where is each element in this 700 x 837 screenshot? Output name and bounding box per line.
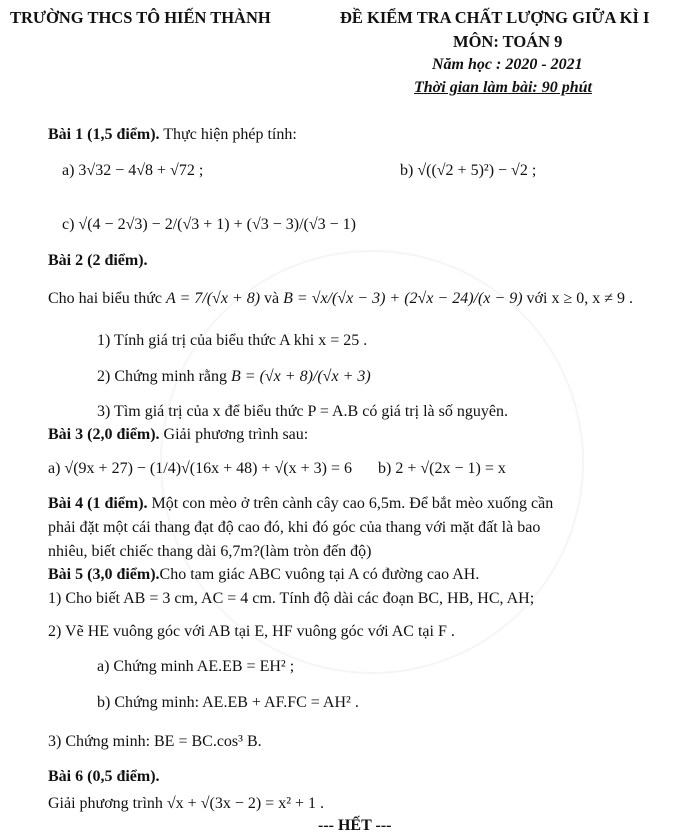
bai4-line2: phải đặt một cái thang đạt độ cao đó, khi đó góc của thang với mặt đất là bao — [48, 519, 541, 536]
bai1-intro: Thực hiện phép tính: — [163, 126, 297, 143]
bai5-heading: Bài 5 (3,0 điểm). — [48, 566, 160, 583]
end-marker: --- HẾT --- — [318, 817, 392, 834]
subject: MÔN: TOÁN 9 — [453, 32, 563, 51]
exam-time: Thời gian làm bài: 90 phút — [414, 79, 592, 96]
bai5-q2: 2) Vẽ HE vuông góc với AB tại E, HF vuông góc với AC tại F . — [48, 623, 455, 640]
bai4-heading: Bài 4 (1 điểm). — [48, 495, 148, 512]
bai2-and: và — [264, 290, 280, 307]
bai2-q2 — [97, 368, 371, 386]
bai2-heading: Bài 2 (2 điểm). — [48, 252, 148, 269]
bai5-intro: Cho tam giác ABC vuông tại A có đường cao AH. — [159, 566, 480, 583]
bai2-q2-expr: B = (√x + 8)/(√x + 3) — [231, 368, 371, 385]
bai1-c: c) √(4 − 2√3) − 2/(√3 + 1) + (√3 − 3)/(√3 − 1) — [62, 216, 356, 233]
bai2-q3: 3) Tìm giá trị của x để biểu thức P = A.B có giá trị là số nguyên. — [97, 403, 508, 420]
bai2-intro: Cho hai biểu thức — [48, 290, 162, 307]
bai1-b: b) √((√2 + 5)²) − √2 ; — [400, 162, 537, 179]
bai4-line1 — [48, 495, 553, 513]
bai5-q2a: a) Chứng minh AE.EB = EH² ; — [97, 658, 295, 675]
bai3-b: b) 2 + √(2x − 1) = x — [378, 460, 506, 477]
bai4-line3: nhiêu, biết chiếc thang dài 6,7m?(làm tròn đến độ) — [48, 543, 372, 560]
bai2-expressions — [48, 290, 633, 308]
school-name: TRƯỜNG THCS TÔ HIẾN THÀNH — [10, 8, 271, 27]
bai1-heading: Bài 1 (1,5 điểm). — [48, 126, 160, 143]
bai2-expr-a: A = 7/(√x + 8) — [165, 290, 261, 307]
exam-title: ĐỀ KIỂM TRA CHẤT LƯỢNG GIỮA KÌ I — [340, 8, 650, 27]
bai3-heading: Bài 3 (2,0 điểm). — [48, 426, 160, 443]
school-year: Năm học : 2020 - 2021 — [432, 56, 583, 73]
bai2-cond: với x ≥ 0, x ≠ 9 . — [526, 290, 633, 307]
bai6-heading: Bài 6 (0,5 điểm). — [48, 768, 160, 785]
bai3-a: a) √(9x + 27) − (1/4)√(16x + 48) + √(x + 3) = 6 — [48, 460, 352, 477]
bai5-q1: 1) Cho biết AB = 3 cm, AC = 4 cm. Tính độ dài các đoạn BC, HB, HC, AH; — [48, 590, 535, 607]
bai5-section — [48, 566, 479, 584]
bai3-intro: Giải phương trình sau: — [163, 426, 309, 443]
bai5-q3: 3) Chứng minh: BE = BC.cos³ B. — [48, 733, 262, 750]
bai1-section — [48, 126, 297, 144]
bai5-q2b: b) Chứng minh: AE.EB + AF.FC = AH² . — [97, 694, 359, 711]
bai2-q2-prefix: 2) Chứng minh rằng — [97, 368, 227, 385]
bai6-line: Giải phương trình √x + √(3x − 2) = x² + 1 . — [48, 795, 325, 812]
bai4-text1: Một con mèo ở trên cành cây cao 6,5m. Để bắt mèo xuống cần — [151, 495, 554, 512]
bai2-expr-b: B = √x/(√x − 3) + (2√x − 24)/(x − 9) — [283, 290, 523, 307]
bai2-q1: 1) Tính giá trị của biểu thức A khi x = 25 . — [97, 332, 368, 349]
bai1-a: a) 3√32 − 4√8 + √72 ; — [62, 162, 204, 179]
bai3-section — [48, 426, 308, 444]
